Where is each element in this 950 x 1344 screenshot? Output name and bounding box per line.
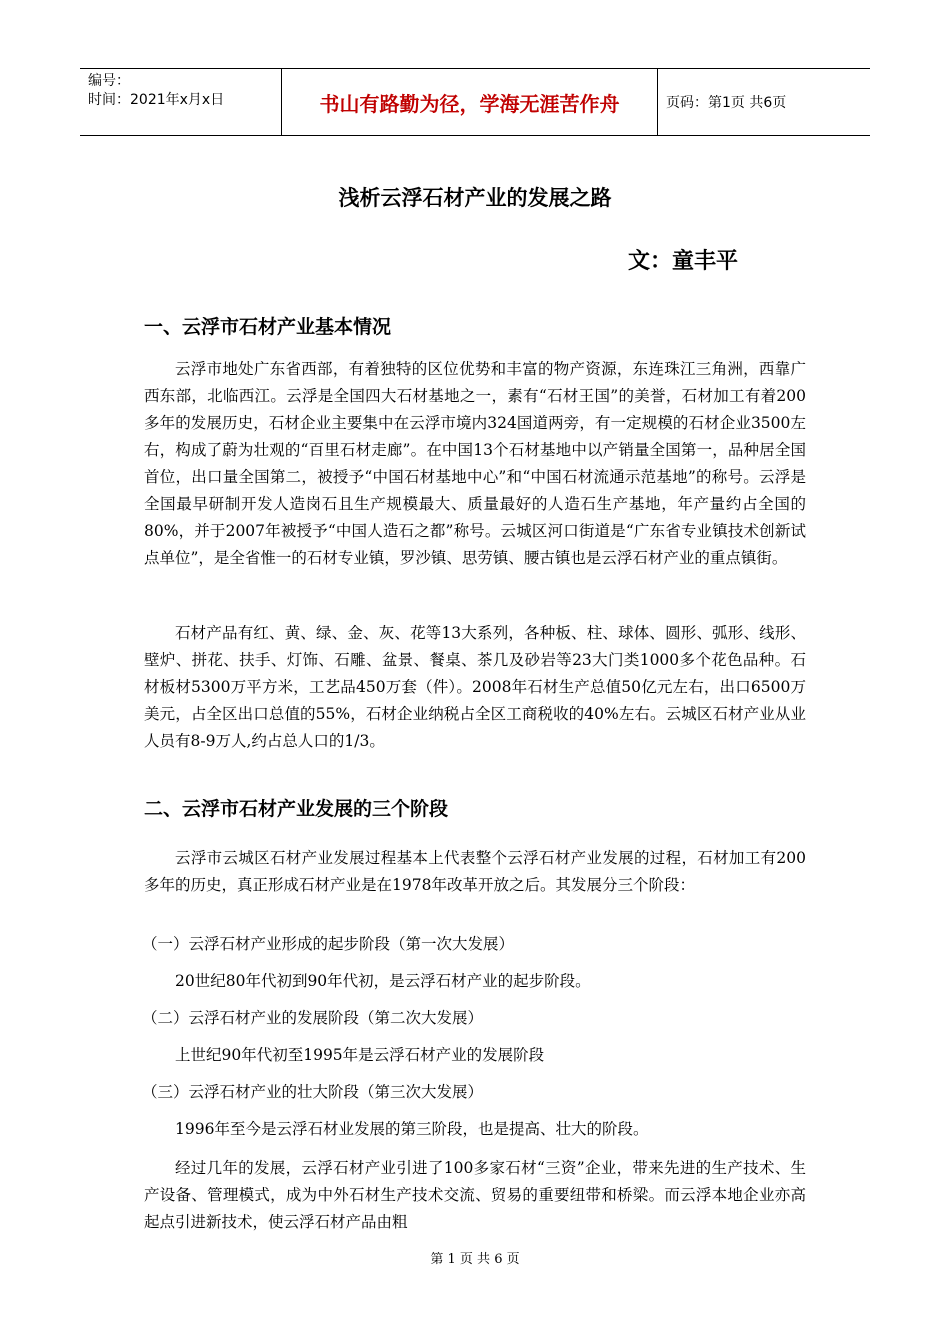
stage-2-block [142,1005,804,1032]
stage-1-block [142,931,804,958]
author-line: 文：童丰平 [628,249,739,274]
paragraph: 上世纪90年代初至1995年是云浮石材产业的发展阶段 [175,1046,545,1064]
paragraph-block-3 [144,845,806,899]
section-heading: 一、云浮市石材产业基本情况 [144,316,392,338]
stage-heading: （二）云浮石材产业的发展阶段（第二次大发展） [142,1009,484,1027]
stage-3-block [142,1079,804,1106]
header-page-info: 页码：第1页 共6页 [666,95,787,111]
stage-1-text-block [144,968,806,995]
stage-3-text-block [144,1116,806,1143]
section-heading: 二、云浮市石材产业发展的三个阶段 [144,798,449,820]
paragraph: 1996年至今是云浮石材业发展的第三阶段，也是提高、壮大的阶段。 [175,1120,649,1138]
section-1-heading-block [144,312,806,339]
header-info-cell [80,69,282,135]
header-motto: 书山有路勤为径，学海无涯苦作舟 [282,69,658,135]
section-2-heading-block [144,794,806,821]
paragraph-block-2 [144,620,806,755]
paragraph: 云浮市地处广东省西部，有着独特的区位优势和丰富的物产资源，东连珠江三角洲，西靠广西东部，北临西江。云浮是全国四大石材基地之一，素有“石材王国”的美誉，石材加工有着200多年的发展历史，石材企业主要集中在云浮市境内324国道两旁，有一定规模的石材企业3500左右，构成了蔚为壮观的“百里石材走廊”。在中国13个石材基地中以产销量全国第一，品种居全国首位，出口量全国第二，被授予“中国石材基地中心”和“中国石材流通示范基地”的称号。云浮是全国最早研制开发人造岗石且生产规模最大、质量最好的人造石生产基地，年产量约占全国的80%，并于2007年被授予“中国人造石之都”称号。云城区河口街道是“广东省专业镇技术创新试点单位”，是全省惟一的石材专业镇，罗沙镇、思劳镇、腰古镇也是云浮石材产业的重点镇街。 [144,360,806,567]
paragraph-block-1 [144,356,806,572]
paragraph: 20世纪80年代初到90年代初，是云浮石材产业的起步阶段。 [175,972,591,990]
stage-2-text-block [144,1042,806,1069]
paragraph: 经过几年的发展，云浮石材产业引进了100多家石材“三资”企业，带来先进的生产技术、生产设备、管理模式，成为中外石材生产技术交流、贸易的重要纽带和桥梁。而云浮本地企业亦高起点引进新技术，使云浮石材产品由粗 [144,1159,806,1231]
page-footer: 第 1 页 共 6 页 [430,1252,520,1267]
paragraph: 石材产品有红、黄、绿、金、灰、花等13大系列，各种板、柱、球体、圆形、弧形、线形、壁炉、拼花、扶手、灯饰、石雕、盆景、餐桌、茶几及砂岩等23大门类1000多个花色品种。石材板材5300万平方米，工艺品450万套（件）。2008年石材生产总值50亿元左右，出口6500万美元，占全区出口总值的55%，石材企业纳税占全区工商税收的40%左右。云城区石材产业从业人员有8-9万人,约占总人口的1/3。 [144,624,806,750]
stage-heading: （三）云浮石材产业的壮大阶段（第三次大发展） [142,1083,484,1101]
number-label: 编号： [88,73,130,89]
paragraph-block-7 [144,1155,806,1236]
paragraph: 云浮市云城区石材产业发展过程基本上代表整个云浮石材产业发展的过程，石材加工有200多年的历史，真正形成石材产业是在1978年改革开放之后。其发展分三个阶段： [144,849,806,894]
stage-heading: （一）云浮石材产业形成的起步阶段（第一次大发展） [142,935,515,953]
document-title: 浅析云浮石材产业的发展之路 [338,186,612,210]
time-label: 时间：2021年x月x日 [88,92,225,108]
page-header [80,68,870,136]
